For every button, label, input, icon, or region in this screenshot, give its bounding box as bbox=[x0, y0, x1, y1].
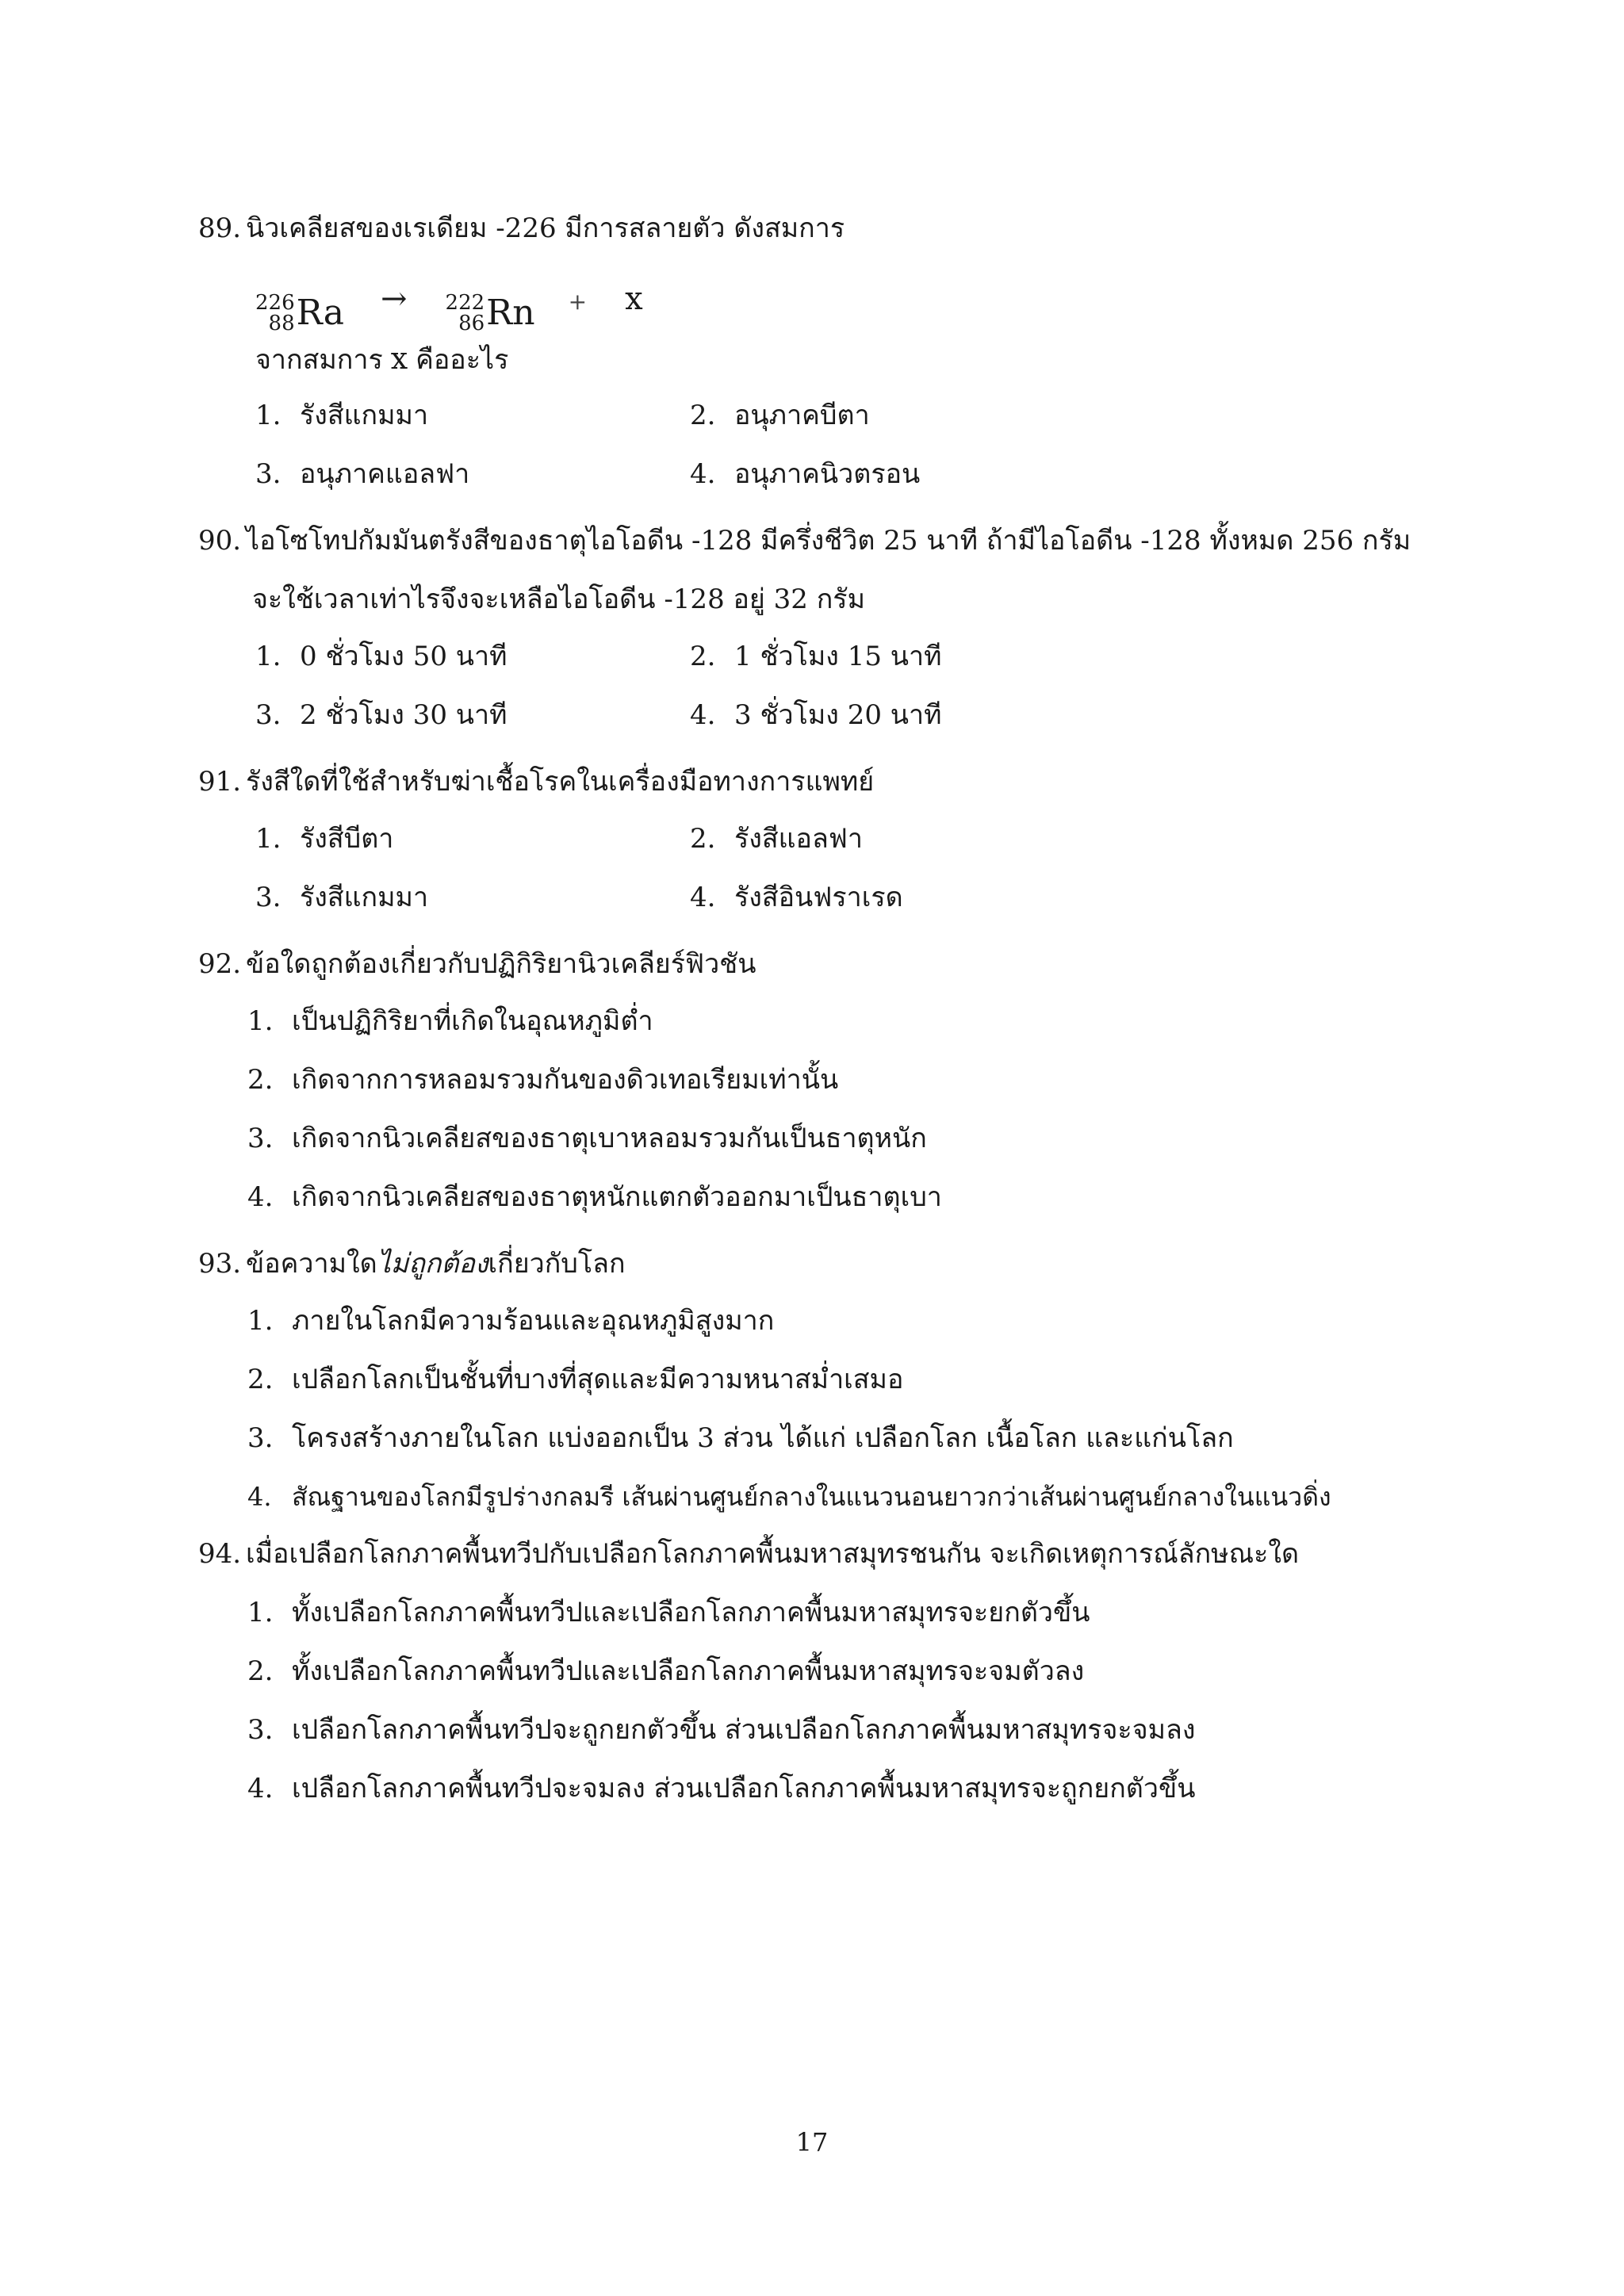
option[interactable]: 4. อนุภาคนิวตรอน bbox=[690, 458, 921, 490]
unknown-particle: x bbox=[625, 281, 643, 317]
option[interactable]: 1. รังสีแกมมา bbox=[255, 400, 429, 431]
option[interactable]: 2. รังสีแอลฟา bbox=[690, 823, 863, 855]
option[interactable]: 3. เปลือกโลกภาคพื้นทวีปจะถูกยกตัวขึ้น ส่วนเปลือกโลกภาคพื้นมหาสมุทรจะจมลง bbox=[247, 1714, 1196, 1746]
question-text: เมื่อเปลือกโลกภาคพื้นทวีปกับเปลือกโลกภาคพื้นมหาสมุทรชนกัน จะเกิดเหตุการณ์ลักษณะใด bbox=[246, 1538, 1300, 1570]
question-92 bbox=[198, 947, 756, 982]
question-text: นิวเคลียสของเรเดียม -226 มีการสลายตัว ดังสมการ bbox=[246, 212, 845, 244]
question-93: 93. ข้อความใดไม่ถูกต้องเกี่ยวกับโลก bbox=[198, 1248, 626, 1280]
atomic-number: 88 bbox=[268, 312, 295, 335]
mass-number: 222 bbox=[445, 291, 485, 315]
option[interactable]: 1. 0 ชั่วโมง 50 นาที bbox=[255, 641, 508, 672]
unknown-variable: x bbox=[390, 341, 408, 376]
decay-equation bbox=[255, 266, 643, 335]
option[interactable]: 1. ภายในโลกมีความร้อนและอุณหภูมิสูงมาก bbox=[247, 1305, 775, 1337]
option[interactable]: 2. เปลือกโลกเป็นชั้นที่บางที่สุดและมีความหนาสม่ำเสมอ bbox=[247, 1364, 904, 1395]
option[interactable]: 2. ทั้งเปลือกโลกภาคพื้นทวีปและเปลือกโลกภาคพื้นมหาสมุทรจะจมตัวลง bbox=[247, 1655, 1085, 1687]
option[interactable]: 3. เกิดจากนิวเคลียสของธาตุเบาหลอมรวมกันเป็นธาตุหนัก bbox=[247, 1123, 927, 1154]
option[interactable]: 2. 1 ชั่วโมง 15 นาที bbox=[690, 641, 942, 672]
question-90-continuation: จะใช้เวลาเท่าไรจึงจะเหลือไอโอดีน -128 อยู่ 32 กรัม bbox=[252, 584, 865, 615]
question-number: 93. bbox=[198, 1248, 242, 1280]
question-89 bbox=[198, 211, 845, 246]
page-number: 17 bbox=[795, 2127, 829, 2157]
option[interactable]: 4. สัณฐานของโลกมีรูปร่างกลมรี เส้นผ่านศูนย์กลางในแนวนอนยาวกว่าเส้นผ่านศูนย์กลางในแนวดิ่ง bbox=[247, 1482, 1331, 1512]
mass-number: 226 bbox=[255, 291, 295, 315]
option[interactable]: 1. ทั้งเปลือกโลกภาคพื้นทวีปและเปลือกโลกภาคพื้นมหาสมุทรจะยกตัวขึ้น bbox=[247, 1597, 1090, 1628]
option[interactable]: 3. 2 ชั่วโมง 30 นาที bbox=[255, 699, 508, 731]
question-number: 92. bbox=[198, 948, 242, 980]
option[interactable]: 4. รังสีอินฟราเรด bbox=[690, 882, 903, 913]
plus-sign: + bbox=[568, 289, 588, 315]
atomic-number: 86 bbox=[458, 312, 485, 335]
question-text: รังสีใดที่ใช้สำหรับฆ่าเชื้อโรคในเครื่องมือทางการแพทย์ bbox=[246, 766, 875, 798]
option[interactable]: 1. รังสีบีตา bbox=[255, 823, 394, 855]
element-symbol: Rn bbox=[486, 293, 535, 333]
reactant-nuclide bbox=[255, 281, 344, 345]
question-number: 91. bbox=[198, 766, 242, 798]
option[interactable]: 4. เกิดจากนิวเคลียสของธาตุหนักแตกตัวออกมาเป็นธาตุเบา bbox=[247, 1181, 942, 1213]
option[interactable]: 4. เปลือกโลกภาคพื้นทวีปจะจมลง ส่วนเปลือกโลกภาคพื้นมหาสมุทรจะถูกยกตัวขึ้น bbox=[247, 1773, 1196, 1804]
question-91 bbox=[198, 764, 874, 799]
option[interactable]: 3. รังสีแกมมา bbox=[255, 882, 429, 913]
question-89-prompt: จากสมการ x คืออะไร bbox=[255, 341, 509, 376]
option[interactable]: 1. เป็นปฏิกิริยาที่เกิดในอุณหภูมิต่ำ bbox=[247, 1005, 653, 1037]
question-number: 90. bbox=[198, 525, 242, 557]
question-94 bbox=[198, 1536, 1299, 1571]
product-nuclide bbox=[446, 281, 535, 345]
question-number: 94. bbox=[198, 1538, 242, 1570]
question-number: 89. bbox=[198, 212, 242, 244]
option[interactable]: 2. อนุภาคบีตา bbox=[690, 400, 870, 431]
option[interactable]: 3. โครงสร้างภายในโลก แบ่งออกเป็น 3 ส่วน ได้แก่ เปลือกโลก เนื้อโลก และแก่นโลก bbox=[247, 1422, 1234, 1454]
option[interactable]: 4. 3 ชั่วโมง 20 นาที bbox=[690, 699, 942, 731]
question-text: ข้อใดถูกต้องเกี่ยวกับปฏิกิริยานิวเคลียร์ฟิวชัน bbox=[246, 948, 756, 980]
option[interactable]: 3. อนุภาคแอลฟา bbox=[255, 458, 470, 490]
reaction-arrow-icon: → bbox=[381, 281, 408, 317]
question-90 bbox=[198, 523, 1411, 558]
option[interactable]: 2. เกิดจากการหลอมรวมกันของดิวเทอเรียมเท่านั้น bbox=[247, 1064, 839, 1096]
emphasis-text: ไม่ถูกต้อง bbox=[377, 1248, 488, 1280]
question-text: ไอโซโทปกัมมันตรังสีของธาตุไอโอดีน -128 มีครึ่งชีวิต 25 นาที ถ้ามีไอโอดีน -128 ทั้งหมด 256 กรัม bbox=[246, 525, 1411, 557]
element-symbol: Ra bbox=[296, 293, 345, 333]
